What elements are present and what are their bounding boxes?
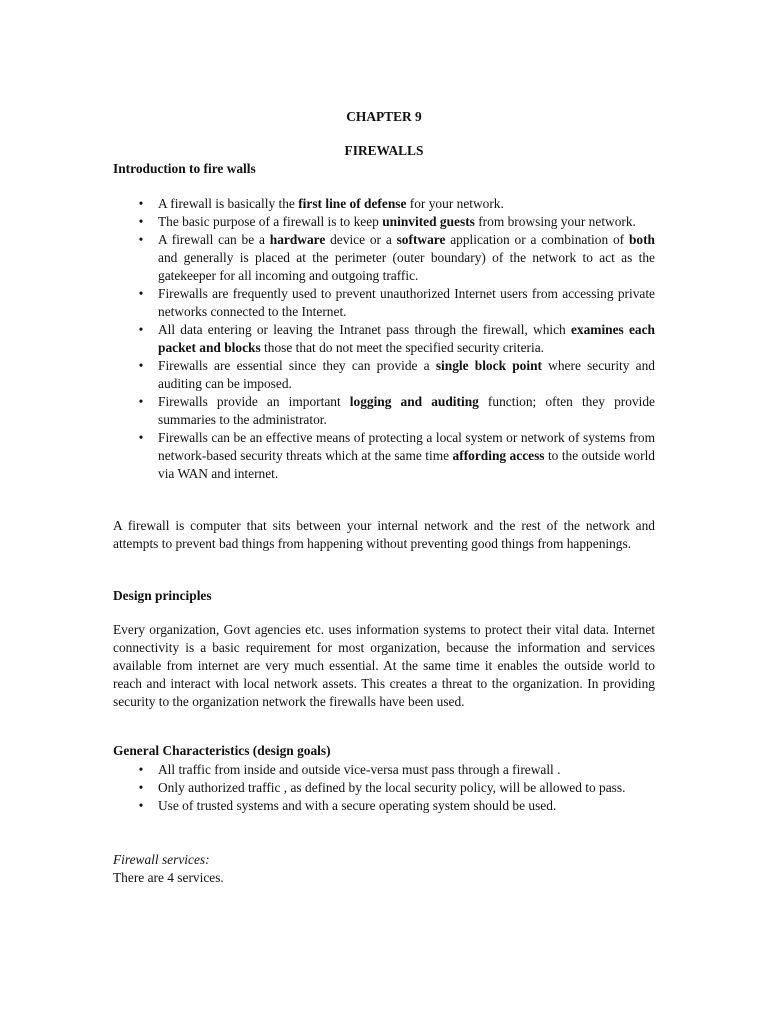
emphasis-text: single block point [435, 358, 542, 373]
intro-bullet-item [113, 231, 655, 285]
bullet-text: Firewalls can be an effective means of protecting a local system or network of systems from network-based security threats which at the same time [158, 430, 655, 463]
design-paragraph: Every organization, Govt agencies etc. uses information systems to protect their vital data. Internet connectivity is a basic requirement for most organization, because the information and services available from internet are very much essential. At the same time it enables the outside world to reach and interact with local network assets. This creates a threat to the organization. In providing security to the organization network the firewalls have been used. [113, 622, 655, 709]
emphasis-text: uninvited guests [382, 214, 475, 229]
intro-bullet-list [113, 195, 655, 483]
bullet-text: to the outside world via WAN and internet. [158, 448, 655, 481]
bullet-text: function; often they provide summaries to the administrator. [158, 394, 655, 427]
bullet-text: for your network. [406, 196, 504, 211]
bullet-text: and generally is placed at the perimeter (outer boundary) of the network to act as the gatekeeper for all incoming and outgoing traffic. [158, 250, 655, 283]
intro-bullet-item [113, 195, 655, 213]
emphasis-text: examines each packet and blocks [158, 322, 655, 355]
bullet-icon: • [138, 322, 144, 337]
emphasis-text: affording access [452, 448, 545, 463]
intro-bullet-item [113, 393, 655, 429]
intro-bullet-item [113, 429, 655, 483]
characteristics-bullet-item [113, 761, 655, 779]
bullet-icon: • [138, 394, 144, 409]
bullet-icon: • [138, 214, 144, 229]
chapter-label: CHAPTER 9 [346, 109, 422, 124]
characteristics-heading: General Characteristics (design goals) [113, 743, 331, 758]
bullet-text: device or a [325, 232, 397, 247]
characteristics-bullet-item [113, 797, 655, 815]
emphasis-text: logging and auditing [349, 394, 479, 409]
intro-bullet-item [113, 285, 655, 321]
bullet-icon: • [138, 196, 144, 211]
bullet-icon: • [138, 762, 144, 777]
bullet-text: A firewall can be a [158, 232, 270, 247]
chapter-title: FIREWALLS [344, 143, 424, 158]
bullet-text: from browsing your network. [474, 214, 636, 229]
characteristics-bullet-list [113, 761, 655, 815]
bullet-text: All data entering or leaving the Intranet pass through the firewall, which [158, 322, 571, 337]
bullet-icon: • [138, 232, 144, 247]
intro-bullet-item [113, 321, 655, 357]
bullet-text: Use of trusted systems and with a secure operating system should be used. [158, 798, 557, 813]
bullet-text: Firewalls provide an important [158, 394, 350, 409]
intro-paragraph: A firewall is computer that sits between your internal network and the rest of the network and attempts to prevent bad things from happening without preventing good things from happenings. [113, 518, 655, 551]
bullet-icon: • [138, 798, 144, 813]
bullet-text: where security and auditing can be imposed. [158, 358, 655, 391]
design-heading: Design principles [113, 588, 212, 603]
bullet-text: Firewalls are frequently used to prevent unauthorized Internet users from accessing private networks connected to the Internet. [158, 286, 655, 319]
bullet-icon: • [138, 780, 144, 795]
emphasis-text: software [396, 232, 446, 247]
bullet-icon: • [138, 358, 144, 373]
bullet-icon: • [138, 286, 144, 301]
services-text: There are 4 services. [113, 870, 224, 885]
bullet-text: A firewall is basically the [158, 196, 299, 211]
bullet-text: All traffic from inside and outside vice-versa must pass through a firewall . [158, 762, 561, 777]
characteristics-bullet-item [113, 779, 655, 797]
emphasis-text: both [628, 232, 655, 247]
bullet-text: application or a combination of [445, 232, 629, 247]
intro-bullet-item [113, 357, 655, 393]
intro-bullet-item [113, 213, 655, 231]
bullet-text: Only authorized traffic , as defined by the local security policy, will be allowed to pass. [158, 780, 626, 795]
intro-heading: Introduction to fire walls [113, 161, 256, 176]
emphasis-text: hardware [269, 232, 326, 247]
bullet-icon: • [138, 430, 144, 445]
bullet-text: Firewalls are essential since they can provide a [158, 358, 436, 373]
bullet-text: The basic purpose of a firewall is to keep [158, 214, 383, 229]
services-heading: Firewall services: [113, 852, 210, 867]
emphasis-text: first line of defense [298, 196, 407, 211]
bullet-text: those that do not meet the specified security criteria. [260, 340, 545, 355]
